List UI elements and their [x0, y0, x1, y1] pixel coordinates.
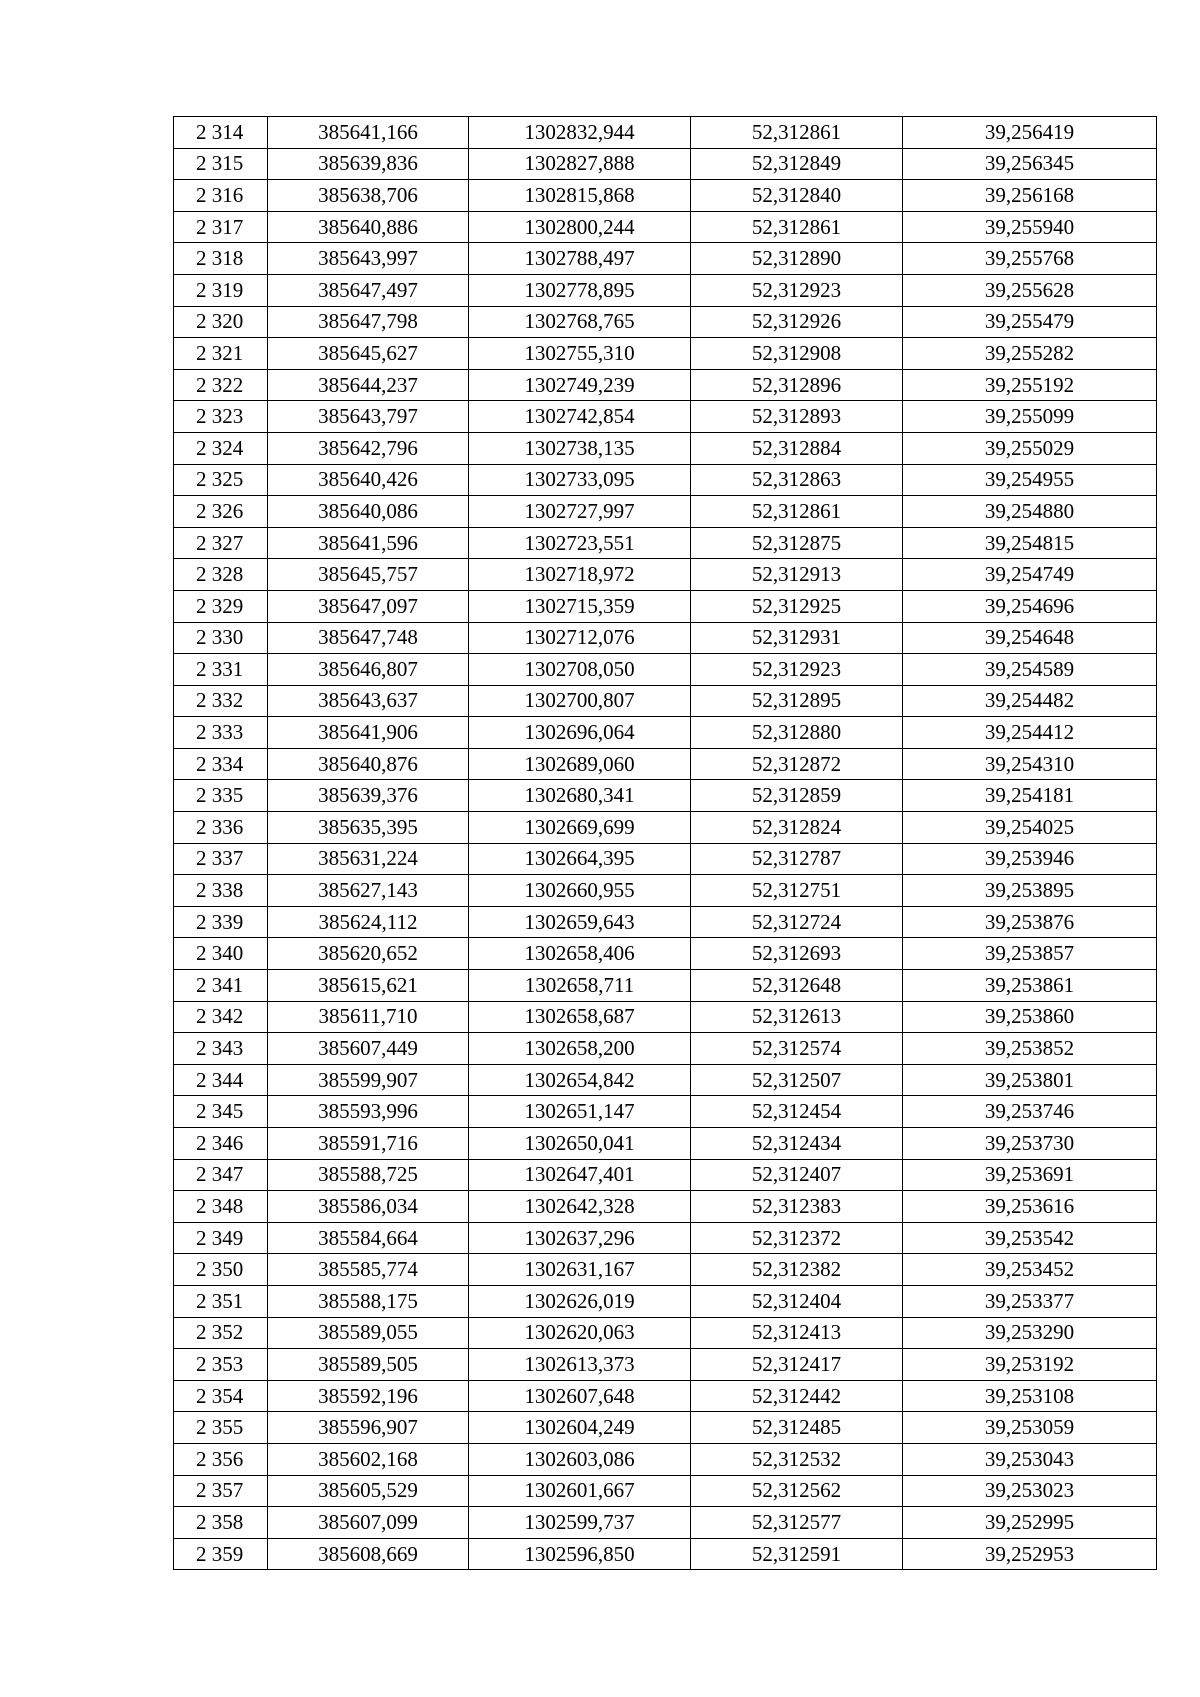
table-row [174, 1507, 1157, 1539]
y-coordinate-cell: 1302827,888 [469, 148, 691, 180]
y-coordinate-cell: 1302658,711 [469, 970, 691, 1002]
table-row [174, 496, 1157, 528]
point-number-cell: 2 329 [174, 590, 268, 622]
y-coordinate-cell: 1302596,850 [469, 1538, 691, 1570]
latitude-cell: 52,312382 [691, 1254, 903, 1286]
y-coordinate-cell: 1302712,076 [469, 622, 691, 654]
y-coordinate-cell: 1302669,699 [469, 812, 691, 844]
longitude-cell: 39,253852 [903, 1033, 1157, 1065]
x-coordinate-cell: 385641,596 [268, 527, 469, 559]
point-number-cell: 2 337 [174, 843, 268, 875]
x-coordinate-cell: 385588,725 [268, 1159, 469, 1191]
latitude-cell: 52,312724 [691, 906, 903, 938]
x-coordinate-cell: 385647,748 [268, 622, 469, 654]
longitude-cell: 39,254181 [903, 780, 1157, 812]
latitude-cell: 52,312880 [691, 717, 903, 749]
latitude-cell: 52,312613 [691, 1001, 903, 1033]
point-number-cell: 2 317 [174, 211, 268, 243]
x-coordinate-cell: 385647,097 [268, 590, 469, 622]
y-coordinate-cell: 1302768,765 [469, 306, 691, 338]
x-coordinate-cell: 385607,099 [268, 1507, 469, 1539]
y-coordinate-cell: 1302601,667 [469, 1475, 691, 1507]
latitude-cell: 52,312840 [691, 180, 903, 212]
latitude-cell: 52,312413 [691, 1317, 903, 1349]
x-coordinate-cell: 385635,395 [268, 812, 469, 844]
longitude-cell: 39,253043 [903, 1443, 1157, 1475]
point-number-cell: 2 319 [174, 274, 268, 306]
x-coordinate-cell: 385627,143 [268, 875, 469, 907]
x-coordinate-cell: 385607,449 [268, 1033, 469, 1065]
table-row [174, 780, 1157, 812]
latitude-cell: 52,312861 [691, 211, 903, 243]
latitude-cell: 52,312895 [691, 685, 903, 717]
latitude-cell: 52,312872 [691, 748, 903, 780]
y-coordinate-cell: 1302642,328 [469, 1191, 691, 1223]
latitude-cell: 52,312454 [691, 1096, 903, 1128]
table-row [174, 590, 1157, 622]
x-coordinate-cell: 385641,906 [268, 717, 469, 749]
point-number-cell: 2 350 [174, 1254, 268, 1286]
y-coordinate-cell: 1302658,406 [469, 938, 691, 970]
longitude-cell: 39,255029 [903, 432, 1157, 464]
x-coordinate-cell: 385639,836 [268, 148, 469, 180]
y-coordinate-cell: 1302755,310 [469, 338, 691, 370]
point-number-cell: 2 323 [174, 401, 268, 433]
table-row [174, 369, 1157, 401]
table-row [174, 338, 1157, 370]
point-number-cell: 2 334 [174, 748, 268, 780]
x-coordinate-cell: 385602,168 [268, 1443, 469, 1475]
latitude-cell: 52,312507 [691, 1064, 903, 1096]
y-coordinate-cell: 1302715,359 [469, 590, 691, 622]
point-number-cell: 2 353 [174, 1349, 268, 1381]
latitude-cell: 52,312896 [691, 369, 903, 401]
y-coordinate-cell: 1302738,135 [469, 432, 691, 464]
latitude-cell: 52,312913 [691, 559, 903, 591]
y-coordinate-cell: 1302727,997 [469, 496, 691, 528]
point-number-cell: 2 324 [174, 432, 268, 464]
point-number-cell: 2 356 [174, 1443, 268, 1475]
longitude-cell: 39,256345 [903, 148, 1157, 180]
point-number-cell: 2 338 [174, 875, 268, 907]
x-coordinate-cell: 385641,166 [268, 117, 469, 149]
table-row [174, 1033, 1157, 1065]
latitude-cell: 52,312442 [691, 1380, 903, 1412]
x-coordinate-cell: 385584,664 [268, 1222, 469, 1254]
longitude-cell: 39,253895 [903, 875, 1157, 907]
x-coordinate-cell: 385640,086 [268, 496, 469, 528]
latitude-cell: 52,312931 [691, 622, 903, 654]
longitude-cell: 39,253452 [903, 1254, 1157, 1286]
y-coordinate-cell: 1302708,050 [469, 654, 691, 686]
table-row [174, 243, 1157, 275]
latitude-cell: 52,312890 [691, 243, 903, 275]
latitude-cell: 52,312859 [691, 780, 903, 812]
x-coordinate-cell: 385592,196 [268, 1380, 469, 1412]
longitude-cell: 39,252953 [903, 1538, 1157, 1570]
latitude-cell: 52,312532 [691, 1443, 903, 1475]
longitude-cell: 39,254880 [903, 496, 1157, 528]
y-coordinate-cell: 1302650,041 [469, 1128, 691, 1160]
table-row [174, 1222, 1157, 1254]
latitude-cell: 52,312404 [691, 1285, 903, 1317]
x-coordinate-cell: 385640,426 [268, 464, 469, 496]
x-coordinate-cell: 385638,706 [268, 180, 469, 212]
point-number-cell: 2 326 [174, 496, 268, 528]
latitude-cell: 52,312407 [691, 1159, 903, 1191]
longitude-cell: 39,253730 [903, 1128, 1157, 1160]
longitude-cell: 39,253857 [903, 938, 1157, 970]
y-coordinate-cell: 1302700,807 [469, 685, 691, 717]
y-coordinate-cell: 1302680,341 [469, 780, 691, 812]
x-coordinate-cell: 385599,907 [268, 1064, 469, 1096]
x-coordinate-cell: 385624,112 [268, 906, 469, 938]
point-number-cell: 2 330 [174, 622, 268, 654]
longitude-cell: 39,254696 [903, 590, 1157, 622]
longitude-cell: 39,255282 [903, 338, 1157, 370]
table-row [174, 843, 1157, 875]
longitude-cell: 39,253876 [903, 906, 1157, 938]
point-number-cell: 2 325 [174, 464, 268, 496]
x-coordinate-cell: 385586,034 [268, 1191, 469, 1223]
longitude-cell: 39,253377 [903, 1285, 1157, 1317]
longitude-cell: 39,255192 [903, 369, 1157, 401]
latitude-cell: 52,312849 [691, 148, 903, 180]
longitude-cell: 39,255099 [903, 401, 1157, 433]
table-row [174, 180, 1157, 212]
x-coordinate-cell: 385596,907 [268, 1412, 469, 1444]
longitude-cell: 39,253542 [903, 1222, 1157, 1254]
y-coordinate-cell: 1302654,842 [469, 1064, 691, 1096]
latitude-cell: 52,312434 [691, 1128, 903, 1160]
latitude-cell: 52,312372 [691, 1222, 903, 1254]
longitude-cell: 39,254482 [903, 685, 1157, 717]
point-number-cell: 2 322 [174, 369, 268, 401]
table-row [174, 970, 1157, 1002]
point-number-cell: 2 354 [174, 1380, 268, 1412]
latitude-cell: 52,312824 [691, 812, 903, 844]
table-row [174, 1159, 1157, 1191]
table-row [174, 401, 1157, 433]
table-row [174, 1191, 1157, 1223]
longitude-cell: 39,255940 [903, 211, 1157, 243]
point-number-cell: 2 342 [174, 1001, 268, 1033]
latitude-cell: 52,312908 [691, 338, 903, 370]
longitude-cell: 39,253801 [903, 1064, 1157, 1096]
longitude-cell: 39,254412 [903, 717, 1157, 749]
table-row [174, 432, 1157, 464]
point-number-cell: 2 339 [174, 906, 268, 938]
y-coordinate-cell: 1302778,895 [469, 274, 691, 306]
longitude-cell: 39,254310 [903, 748, 1157, 780]
y-coordinate-cell: 1302832,944 [469, 117, 691, 149]
x-coordinate-cell: 385640,876 [268, 748, 469, 780]
y-coordinate-cell: 1302637,296 [469, 1222, 691, 1254]
point-number-cell: 2 351 [174, 1285, 268, 1317]
table-row [174, 622, 1157, 654]
latitude-cell: 52,312693 [691, 938, 903, 970]
x-coordinate-cell: 385589,505 [268, 1349, 469, 1381]
longitude-cell: 39,253023 [903, 1475, 1157, 1507]
x-coordinate-cell: 385589,055 [268, 1317, 469, 1349]
x-coordinate-cell: 385645,757 [268, 559, 469, 591]
table-row [174, 1317, 1157, 1349]
y-coordinate-cell: 1302658,687 [469, 1001, 691, 1033]
table-row [174, 1064, 1157, 1096]
longitude-cell: 39,253860 [903, 1001, 1157, 1033]
y-coordinate-cell: 1302599,737 [469, 1507, 691, 1539]
longitude-cell: 39,254815 [903, 527, 1157, 559]
y-coordinate-cell: 1302723,551 [469, 527, 691, 559]
y-coordinate-cell: 1302696,064 [469, 717, 691, 749]
x-coordinate-cell: 385585,774 [268, 1254, 469, 1286]
y-coordinate-cell: 1302604,249 [469, 1412, 691, 1444]
point-number-cell: 2 359 [174, 1538, 268, 1570]
coordinates-table [173, 116, 1157, 1570]
x-coordinate-cell: 385593,996 [268, 1096, 469, 1128]
y-coordinate-cell: 1302749,239 [469, 369, 691, 401]
point-number-cell: 2 346 [174, 1128, 268, 1160]
table-row [174, 1285, 1157, 1317]
table-row [174, 906, 1157, 938]
table-row [174, 654, 1157, 686]
table-row [174, 1254, 1157, 1286]
table-row [174, 1349, 1157, 1381]
x-coordinate-cell: 385591,716 [268, 1128, 469, 1160]
longitude-cell: 39,253059 [903, 1412, 1157, 1444]
point-number-cell: 2 352 [174, 1317, 268, 1349]
latitude-cell: 52,312485 [691, 1412, 903, 1444]
table-row [174, 117, 1157, 149]
table-row [174, 1475, 1157, 1507]
point-number-cell: 2 357 [174, 1475, 268, 1507]
longitude-cell: 39,254648 [903, 622, 1157, 654]
table-row [174, 1001, 1157, 1033]
table-row [174, 685, 1157, 717]
latitude-cell: 52,312591 [691, 1538, 903, 1570]
table-row [174, 211, 1157, 243]
latitude-cell: 52,312861 [691, 496, 903, 528]
longitude-cell: 39,253108 [903, 1380, 1157, 1412]
y-coordinate-cell: 1302631,167 [469, 1254, 691, 1286]
table-row [174, 717, 1157, 749]
longitude-cell: 39,253691 [903, 1159, 1157, 1191]
table-row [174, 1096, 1157, 1128]
y-coordinate-cell: 1302658,200 [469, 1033, 691, 1065]
y-coordinate-cell: 1302660,955 [469, 875, 691, 907]
x-coordinate-cell: 385644,237 [268, 369, 469, 401]
latitude-cell: 52,312863 [691, 464, 903, 496]
x-coordinate-cell: 385645,627 [268, 338, 469, 370]
table-row [174, 748, 1157, 780]
table-row [174, 938, 1157, 970]
x-coordinate-cell: 385643,997 [268, 243, 469, 275]
y-coordinate-cell: 1302689,060 [469, 748, 691, 780]
y-coordinate-cell: 1302718,972 [469, 559, 691, 591]
y-coordinate-cell: 1302664,395 [469, 843, 691, 875]
longitude-cell: 39,253946 [903, 843, 1157, 875]
coordinates-table-body [174, 117, 1157, 1570]
longitude-cell: 39,254025 [903, 812, 1157, 844]
latitude-cell: 52,312861 [691, 117, 903, 149]
x-coordinate-cell: 385643,637 [268, 685, 469, 717]
x-coordinate-cell: 385620,652 [268, 938, 469, 970]
point-number-cell: 2 316 [174, 180, 268, 212]
point-number-cell: 2 331 [174, 654, 268, 686]
point-number-cell: 2 318 [174, 243, 268, 275]
table-row [174, 306, 1157, 338]
table-row [174, 1443, 1157, 1475]
point-number-cell: 2 344 [174, 1064, 268, 1096]
table-row [174, 527, 1157, 559]
longitude-cell: 39,254749 [903, 559, 1157, 591]
y-coordinate-cell: 1302788,497 [469, 243, 691, 275]
latitude-cell: 52,312562 [691, 1475, 903, 1507]
longitude-cell: 39,253746 [903, 1096, 1157, 1128]
latitude-cell: 52,312787 [691, 843, 903, 875]
longitude-cell: 39,255768 [903, 243, 1157, 275]
longitude-cell: 39,255479 [903, 306, 1157, 338]
y-coordinate-cell: 1302603,086 [469, 1443, 691, 1475]
longitude-cell: 39,253861 [903, 970, 1157, 1002]
point-number-cell: 2 345 [174, 1096, 268, 1128]
point-number-cell: 2 343 [174, 1033, 268, 1065]
latitude-cell: 52,312417 [691, 1349, 903, 1381]
point-number-cell: 2 349 [174, 1222, 268, 1254]
y-coordinate-cell: 1302742,854 [469, 401, 691, 433]
point-number-cell: 2 358 [174, 1507, 268, 1539]
latitude-cell: 52,312923 [691, 654, 903, 686]
x-coordinate-cell: 385646,807 [268, 654, 469, 686]
latitude-cell: 52,312893 [691, 401, 903, 433]
point-number-cell: 2 320 [174, 306, 268, 338]
point-number-cell: 2 355 [174, 1412, 268, 1444]
table-row [174, 1538, 1157, 1570]
x-coordinate-cell: 385647,798 [268, 306, 469, 338]
y-coordinate-cell: 1302626,019 [469, 1285, 691, 1317]
table-row [174, 559, 1157, 591]
y-coordinate-cell: 1302647,401 [469, 1159, 691, 1191]
x-coordinate-cell: 385643,797 [268, 401, 469, 433]
point-number-cell: 2 348 [174, 1191, 268, 1223]
latitude-cell: 52,312925 [691, 590, 903, 622]
longitude-cell: 39,253616 [903, 1191, 1157, 1223]
point-number-cell: 2 315 [174, 148, 268, 180]
y-coordinate-cell: 1302815,868 [469, 180, 691, 212]
y-coordinate-cell: 1302800,244 [469, 211, 691, 243]
table-row [174, 1380, 1157, 1412]
y-coordinate-cell: 1302651,147 [469, 1096, 691, 1128]
point-number-cell: 2 341 [174, 970, 268, 1002]
latitude-cell: 52,312926 [691, 306, 903, 338]
longitude-cell: 39,253192 [903, 1349, 1157, 1381]
longitude-cell: 39,252995 [903, 1507, 1157, 1539]
latitude-cell: 52,312751 [691, 875, 903, 907]
table-row [174, 1128, 1157, 1160]
table-row [174, 148, 1157, 180]
table-row [174, 1412, 1157, 1444]
point-number-cell: 2 340 [174, 938, 268, 970]
x-coordinate-cell: 385640,886 [268, 211, 469, 243]
latitude-cell: 52,312875 [691, 527, 903, 559]
x-coordinate-cell: 385631,224 [268, 843, 469, 875]
point-number-cell: 2 328 [174, 559, 268, 591]
x-coordinate-cell: 385639,376 [268, 780, 469, 812]
y-coordinate-cell: 1302733,095 [469, 464, 691, 496]
point-number-cell: 2 314 [174, 117, 268, 149]
longitude-cell: 39,256168 [903, 180, 1157, 212]
point-number-cell: 2 336 [174, 812, 268, 844]
longitude-cell: 39,255628 [903, 274, 1157, 306]
x-coordinate-cell: 385647,497 [268, 274, 469, 306]
y-coordinate-cell: 1302613,373 [469, 1349, 691, 1381]
point-number-cell: 2 333 [174, 717, 268, 749]
point-number-cell: 2 327 [174, 527, 268, 559]
y-coordinate-cell: 1302659,643 [469, 906, 691, 938]
longitude-cell: 39,256419 [903, 117, 1157, 149]
x-coordinate-cell: 385588,175 [268, 1285, 469, 1317]
table-row [174, 875, 1157, 907]
latitude-cell: 52,312648 [691, 970, 903, 1002]
longitude-cell: 39,254589 [903, 654, 1157, 686]
latitude-cell: 52,312923 [691, 274, 903, 306]
x-coordinate-cell: 385642,796 [268, 432, 469, 464]
point-number-cell: 2 321 [174, 338, 268, 370]
table-row [174, 464, 1157, 496]
latitude-cell: 52,312577 [691, 1507, 903, 1539]
y-coordinate-cell: 1302620,063 [469, 1317, 691, 1349]
table-row [174, 274, 1157, 306]
latitude-cell: 52,312383 [691, 1191, 903, 1223]
latitude-cell: 52,312574 [691, 1033, 903, 1065]
y-coordinate-cell: 1302607,648 [469, 1380, 691, 1412]
point-number-cell: 2 347 [174, 1159, 268, 1191]
table-row [174, 812, 1157, 844]
x-coordinate-cell: 385608,669 [268, 1538, 469, 1570]
x-coordinate-cell: 385615,621 [268, 970, 469, 1002]
longitude-cell: 39,253290 [903, 1317, 1157, 1349]
point-number-cell: 2 335 [174, 780, 268, 812]
latitude-cell: 52,312884 [691, 432, 903, 464]
x-coordinate-cell: 385611,710 [268, 1001, 469, 1033]
x-coordinate-cell: 385605,529 [268, 1475, 469, 1507]
point-number-cell: 2 332 [174, 685, 268, 717]
longitude-cell: 39,254955 [903, 464, 1157, 496]
